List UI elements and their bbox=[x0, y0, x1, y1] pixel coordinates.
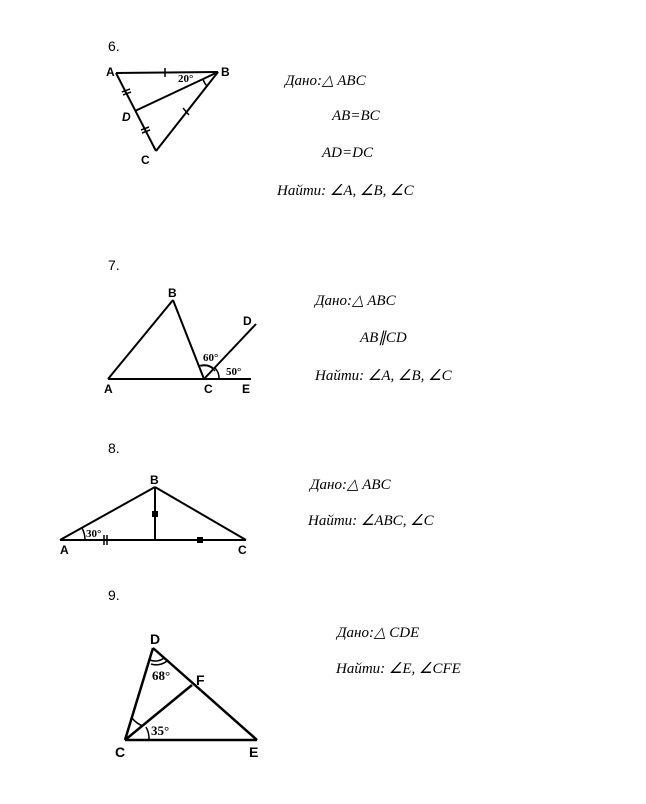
problem-6-condition-2: AD=DC bbox=[322, 145, 373, 161]
problem-9-number: 9. bbox=[108, 587, 120, 603]
p8-marker-altitude bbox=[152, 511, 158, 517]
problem-6-given: Дано:△ ABC bbox=[285, 73, 366, 89]
p6-label-d: D bbox=[122, 110, 131, 124]
p8-segment-bc bbox=[155, 487, 246, 540]
p9-label-f: F bbox=[196, 672, 205, 688]
problem-7-given: Дано:△ ABC bbox=[315, 293, 396, 309]
problem-9-figure bbox=[125, 648, 257, 740]
p6-segment-bd bbox=[135, 72, 218, 111]
p7-angle-arc-dce bbox=[215, 368, 219, 379]
problem-6-find: Найти: ∠A, ∠B, ∠C bbox=[277, 183, 414, 199]
problem-8-given: Дано:△ ABC bbox=[310, 477, 391, 493]
problem-7-find: Найти: ∠A, ∠B, ∠C bbox=[315, 368, 452, 384]
problem-7-number: 7. bbox=[108, 257, 120, 273]
p6-label-c: C bbox=[141, 153, 150, 167]
p6-label-b: B bbox=[221, 65, 230, 79]
p9-label-d: D bbox=[150, 631, 161, 647]
p8-angle-30: 30° bbox=[86, 528, 102, 540]
problem-6-figure bbox=[116, 68, 218, 151]
problem-9-find: Найти: ∠E, ∠CFE bbox=[336, 661, 461, 677]
p7-label-d: D bbox=[243, 314, 252, 328]
p8-label-b: B bbox=[150, 473, 159, 487]
p8-marker-base bbox=[197, 537, 203, 543]
p7-label-a: A bbox=[104, 382, 113, 396]
p9-angle-arc-c-lower bbox=[146, 727, 149, 740]
p6-angle-arc-b bbox=[203, 79, 207, 86]
p9-angle-68: 68° bbox=[152, 668, 171, 683]
problem-6-number: 6. bbox=[108, 38, 120, 54]
problem-8-find: Найти: ∠ABC, ∠C bbox=[308, 513, 434, 529]
p6-label-a: A bbox=[106, 65, 115, 79]
problem-6-condition-1: AB=BC bbox=[332, 108, 380, 124]
p7-label-e: E bbox=[242, 382, 251, 396]
p6-segment-ab bbox=[116, 72, 218, 73]
problem-7-condition-1: AB∥CD bbox=[360, 330, 407, 346]
p9-angle-35: 35° bbox=[151, 723, 170, 738]
p9-label-c: C bbox=[115, 744, 126, 760]
p7-label-c: C bbox=[204, 382, 213, 396]
p6-angle-20: 20° bbox=[178, 73, 194, 85]
p8-label-a: A bbox=[60, 543, 69, 557]
p9-angle-arc-d bbox=[150, 658, 164, 661]
problem-9-given: Дано:△ CDE bbox=[337, 625, 420, 641]
p8-segment-ab bbox=[60, 487, 155, 540]
p8-angle-arc-a bbox=[82, 528, 85, 540]
p8-label-c: C bbox=[238, 543, 247, 557]
p7-segment-ab bbox=[108, 300, 173, 379]
p9-segment-dc bbox=[125, 648, 153, 740]
problem-8-number: 8. bbox=[108, 440, 120, 456]
p7-angle-50: 50° bbox=[226, 366, 242, 378]
p7-label-b: B bbox=[168, 286, 177, 300]
p7-angle-60: 60° bbox=[203, 352, 219, 364]
p9-label-e: E bbox=[249, 744, 259, 760]
p9-angle-arc-c-upper bbox=[132, 718, 143, 726]
p7-segment-bc bbox=[173, 300, 204, 379]
